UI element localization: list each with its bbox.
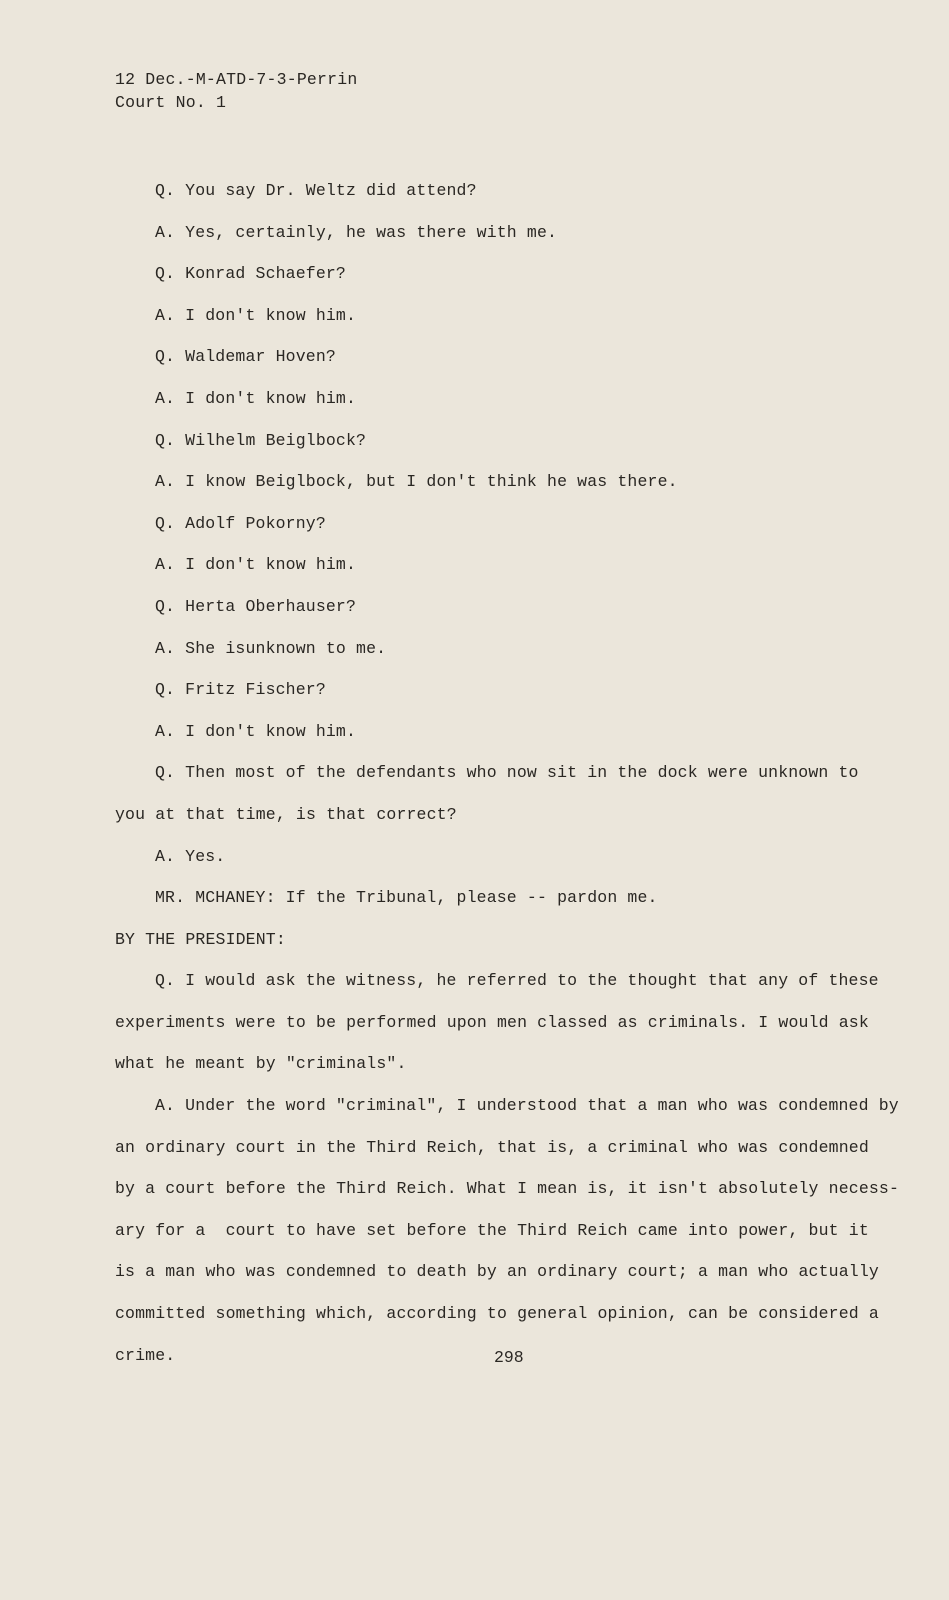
transcript-line: what he meant by "criminals". — [115, 1054, 407, 1074]
transcript-line: is a man who was condemned to death by an ordinary court; a man who actually — [115, 1262, 879, 1282]
transcript-line: Q. Waldemar Hoven? — [155, 347, 336, 367]
transcript-line: BY THE PRESIDENT: — [115, 929, 286, 949]
transcript-line: by a court before the Third Reich. What I mean is, it isn't absolutely necess- — [115, 1179, 900, 1199]
transcript-line: A. Under the word "criminal", I understood that a man who was condemned by — [155, 1096, 899, 1116]
transcript-line: committed something which, according to general opinion, can be considered a — [115, 1304, 879, 1324]
transcript-line: crime. — [115, 1345, 176, 1365]
transcript-line: A. I don't know him. — [155, 305, 357, 325]
transcript-line: Q. You say Dr. Weltz did attend? — [155, 181, 477, 200]
transcript-line: you at that time, is that correct? — [115, 804, 457, 824]
transcript-line: A. I don't know him. — [155, 721, 357, 741]
transcript-line: Q. Fritz Fischer? — [155, 680, 326, 700]
transcript-line: Q. Adolf Pokorny? — [155, 513, 326, 533]
transcript-line: A. Yes. — [155, 846, 226, 866]
transcript-line: A. I don't know him. — [155, 388, 357, 408]
header-reference: 12 Dec.-M-ATD-7-3-Perrin — [115, 70, 358, 89]
document-header — [115, 68, 357, 114]
transcript-line: Q. Wilhelm Beiglbock? — [155, 430, 367, 450]
transcript-line: A. I know Beiglbock, but I don't think he was there. — [155, 472, 678, 492]
transcript-line: experiments were to be performed upon men classed as criminals. I would ask — [115, 1012, 869, 1032]
transcript-line: MR. MCHANEY: If the Tribunal, please -- pardon me. — [155, 888, 658, 908]
transcript-line: an ordinary court in the Third Reich, that is, a criminal who was condemned — [115, 1137, 869, 1157]
transcript-line: ary for a court to have set before the Third Reich came into power, but it — [115, 1220, 869, 1240]
transcript-line: Q. Herta Oberhauser? — [155, 596, 357, 616]
transcript-line: A. Yes, certainly, he was there with me. — [155, 222, 558, 242]
transcript-line: Q. Then most of the defendants who now sit in the dock were unknown to — [155, 763, 859, 783]
transcript-body — [115, 170, 915, 1376]
transcript-line: A. She isunknown to me. — [155, 638, 387, 658]
page-number: 298 — [494, 1348, 524, 1367]
transcript-line: A. I don't know him. — [155, 555, 357, 575]
header-court: Court No. 1 — [115, 93, 227, 112]
transcript-line: Q. Konrad Schaefer? — [155, 264, 346, 284]
transcript-line: Q. I would ask the witness, he referred to the thought that any of these — [155, 971, 879, 991]
